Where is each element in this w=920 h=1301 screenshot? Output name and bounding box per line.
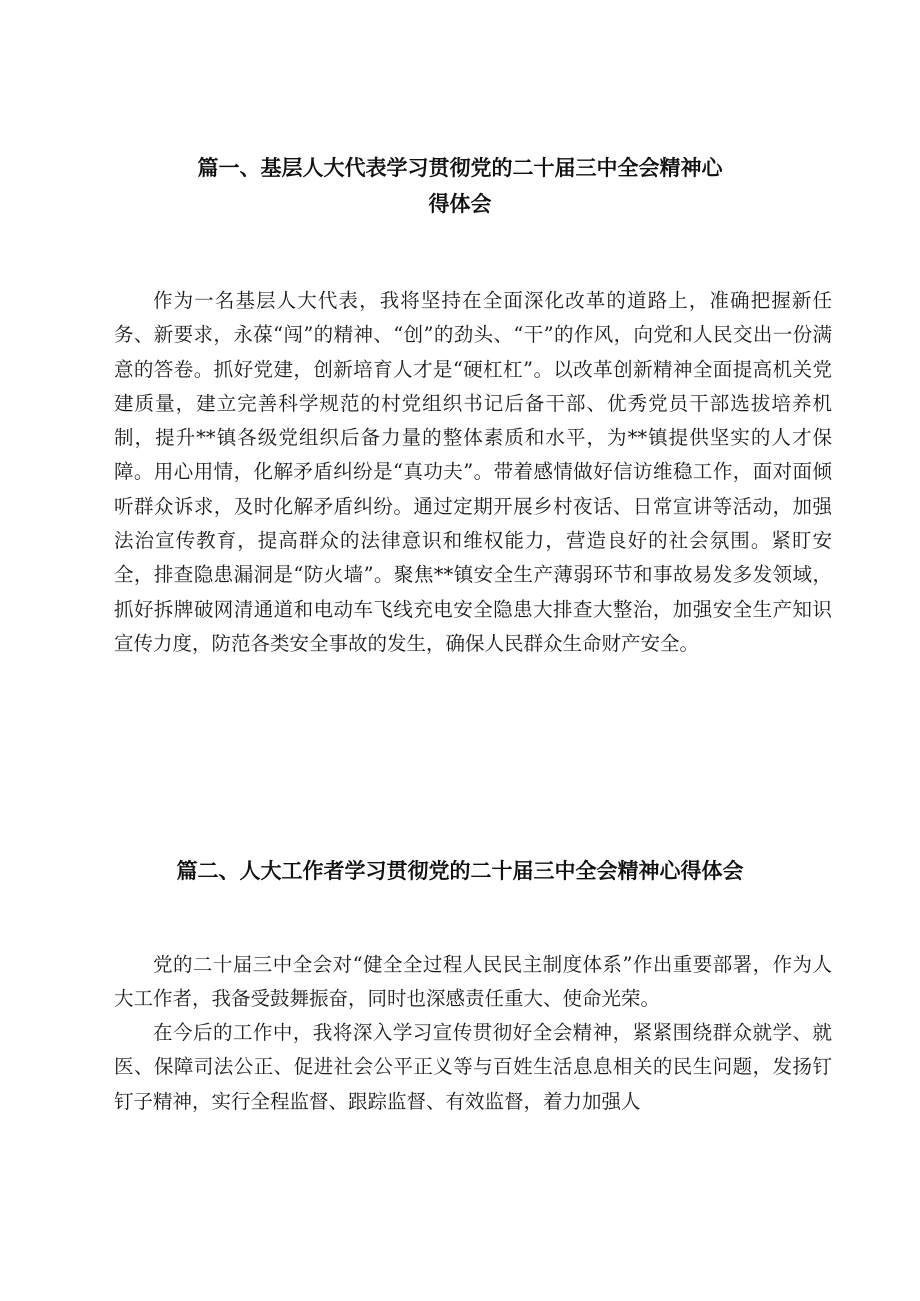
section1-title [0, 150, 920, 222]
section1-title-line1: 篇一、基层人大代表学习贯彻党的二十届三中全会精神心 [197, 156, 723, 180]
section2-title-text: 篇二、人大工作者学习贯彻党的二十届三中全会精神心得体会 [176, 859, 744, 883]
section2-title [0, 853, 920, 889]
section2-paragraph-2: 在今后的工作中，我将深入学习宣传贯彻好全会精神，紧紧围绕群众就学、就医、保障司法公正、促进社会公平正义等与百姓生活息息相关的民生问题，发扬钉钉子精神，实行全程监督、跟踪监督、有效监督，着力加强人 [114, 1021, 832, 1113]
section1-paragraph-1: 作为一名基层人大代表，我将坚持在全面深化改革的道路上，准确把握新任务、新要求，永葆“闯”的精神、“创”的劲头、“干”的作风，向党和人民交出一份满意的答卷。抓好党建，创新培育人才是“硬杠杠”。以改革创新精神全面提高机关党建质量，建立完善科学规范的村党组织书记后备干部、优秀党员干部选拔培养机制，提升**镇各级党组织后备力量的整体素质和水平，为**镇提供坚实的人才保障。用心用情，化解矛盾纠纷是“真功夫”。带着感情做好信访维稳工作，面对面倾听群众诉求，及时化解矛盾纠纷。通过定期开展乡村夜话、日常宣讲等活动，加强法治宣传教育，提高群众的法律意识和维权能力，营造良好的社会氛围。紧盯安全，排查隐患漏洞是“防火墙”。聚焦**镇安全生产薄弱环节和事故易发多发领域，抓好拆牌破网清通道和电动车飞线充电安全隐患大排查大整治，加强安全生产知识宣传力度，防范各类安全事故的发生，确保人民群众生命财产安全。 [114, 289, 832, 655]
section1-title-line2: 得体会 [428, 192, 492, 216]
section2-paragraph-1: 党的二十届三中全会对“健全全过程人民民主制度体系”作出重要部署，作为人大工作者，我备受鼓舞振奋，同时也深感责任重大、使命光荣。 [114, 953, 832, 1011]
